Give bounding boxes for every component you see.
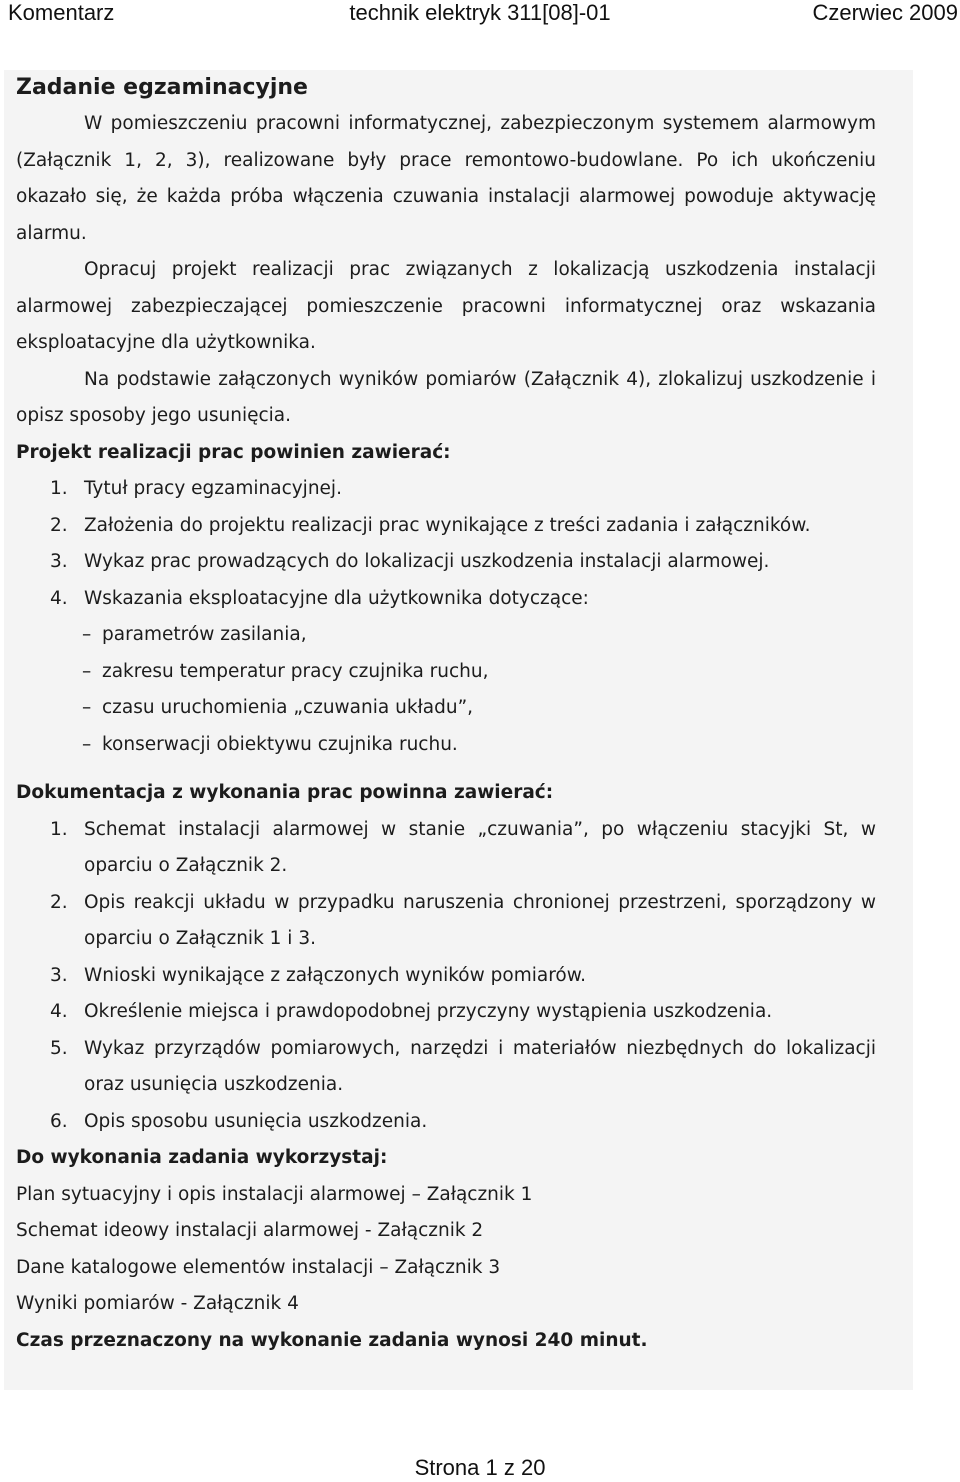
task-paragraph-3: Na podstawie załączonych wyników pomiarów (Załącznik 4), zlokalizuj uszkodzenie i opisz sposoby jego usunięcia.: [16, 368, 876, 426]
list-item: [16, 471, 876, 508]
resource-line: Plan sytuacyjny i opis instalacji alarmowej – Załącznik 1: [16, 1183, 533, 1205]
list-item-number: 2.: [50, 891, 68, 913]
sub-list-item: [16, 727, 876, 764]
document-body: [16, 70, 876, 1359]
list-item: [16, 958, 876, 995]
sub-list-item: [16, 654, 876, 691]
dash-bullet: –: [82, 660, 92, 682]
task-paragraph-1: W pomieszczeniu pracowni informatycznej, zabezpieczonym systemem alarmowym (Załącznik 1, 2, 3), realizowane były prace remontowo-budowlane. Po ich ukończeniu okazało się, że każda próba włączenia czuwania instalacji alarmowej powoduje aktywację alarmu.: [16, 113, 876, 244]
list-item-number: 3.: [50, 964, 68, 986]
list-item-text: Wykaz prac prowadzących do lokalizacji uszkodzenia instalacji alarmowej.: [84, 551, 770, 572]
header-center-label: technik elektryk 311[08]-01: [349, 0, 611, 25]
list-item-text: Wskazania eksploatacyjne dla użytkownika dotyczące:: [84, 587, 589, 609]
sub-list-item-text: konserwacji obiektywu czujnika ruchu.: [102, 733, 458, 755]
list-item-number: 5.: [50, 1037, 68, 1059]
time-note: Czas przeznaczony na wykonanie zadania wynosi 240 minut.: [16, 1329, 648, 1351]
list-item-number: 2.: [50, 514, 68, 536]
task-title: Zadanie egzaminacyjne: [16, 75, 308, 100]
list-item-text: Opis sposobu usunięcia uszkodzenia.: [84, 1110, 428, 1132]
list-item-number: 6.: [50, 1110, 68, 1132]
list-item-text: Wykaz przyrządów pomiarowych, narzędzi i materiałów niezbędnych do lokalizacji oraz usunięcia uszkodzenia.: [84, 1037, 876, 1095]
list-item-number: 4.: [50, 587, 68, 609]
resource-line: Wyniki pomiarów - Załącznik 4: [16, 1293, 299, 1314]
project-list: [16, 471, 876, 617]
sub-list-item-text: czasu uruchomienia „czuwania układu”,: [102, 697, 474, 718]
documentation-list: [16, 812, 876, 1141]
sub-list-item-text: zakresu temperatur pracy czujnika ruchu,: [102, 660, 489, 682]
dash-bullet: –: [82, 733, 92, 755]
header-left-label: Komentarz: [8, 0, 115, 25]
project-subitems: [16, 617, 876, 763]
list-item-number: 1.: [50, 478, 68, 499]
list-item-number: 3.: [50, 551, 68, 572]
list-item: [16, 1104, 876, 1141]
sub-list-item-text: parametrów zasilania,: [102, 624, 307, 645]
list-item: [16, 994, 876, 1031]
header-right-label: Czerwiec 2009: [812, 0, 958, 25]
list-item-text: Założenia do projektu realizacji prac wynikające z treści zadania i załączników.: [84, 514, 811, 536]
list-item: [16, 581, 876, 618]
list-item: [16, 1031, 876, 1104]
documentation-heading: Dokumentacja z wykonania prac powinna zawierać:: [16, 782, 554, 803]
list-item: [16, 812, 876, 885]
list-item-number: 4.: [50, 1001, 68, 1022]
sub-list-item: [16, 617, 876, 654]
list-item-text: Opis reakcji układu w przypadku naruszenia chronionej przestrzeni, sporządzony w oparciu o Załącznik 1 i 3.: [84, 891, 876, 949]
resources-heading: Do wykonania zadania wykorzystaj:: [16, 1147, 388, 1168]
dash-bullet: –: [82, 624, 92, 645]
sub-list-item: [16, 690, 876, 727]
list-item-text: Wnioski wynikające z załączonych wyników pomiarów.: [84, 964, 587, 986]
list-item-text: Określenie miejsca i prawdopodobnej przyczyny wystąpienia uszkodzenia.: [84, 1001, 773, 1022]
resource-line: Dane katalogowe elementów instalacji – Załącznik 3: [16, 1256, 501, 1278]
dash-bullet: –: [82, 697, 92, 718]
list-item: [16, 544, 876, 581]
list-item: [16, 508, 876, 545]
resource-line: Schemat ideowy instalacji alarmowej - Załącznik 2: [16, 1220, 484, 1241]
list-item-number: 1.: [50, 818, 68, 840]
list-item-text: Schemat instalacji alarmowej w stanie „czuwania”, po włączeniu stacyjki St, w oparciu o Załącznik 2.: [84, 818, 876, 876]
list-item-text: Tytuł pracy egzaminacyjnej.: [84, 478, 342, 499]
list-item: [16, 885, 876, 958]
task-paragraph-2: Opracuj projekt realizacji prac związanych z lokalizacją uszkodzenia instalacji alarmowej zabezpieczającej pomieszczenie pracowni informatycznej oraz wskazania eksploatacyjne dla użytkownika.: [16, 259, 876, 353]
project-heading: Projekt realizacji prac powinien zawierać:: [16, 441, 451, 463]
page-number: Strona 1 z 20: [414, 1455, 546, 1480]
